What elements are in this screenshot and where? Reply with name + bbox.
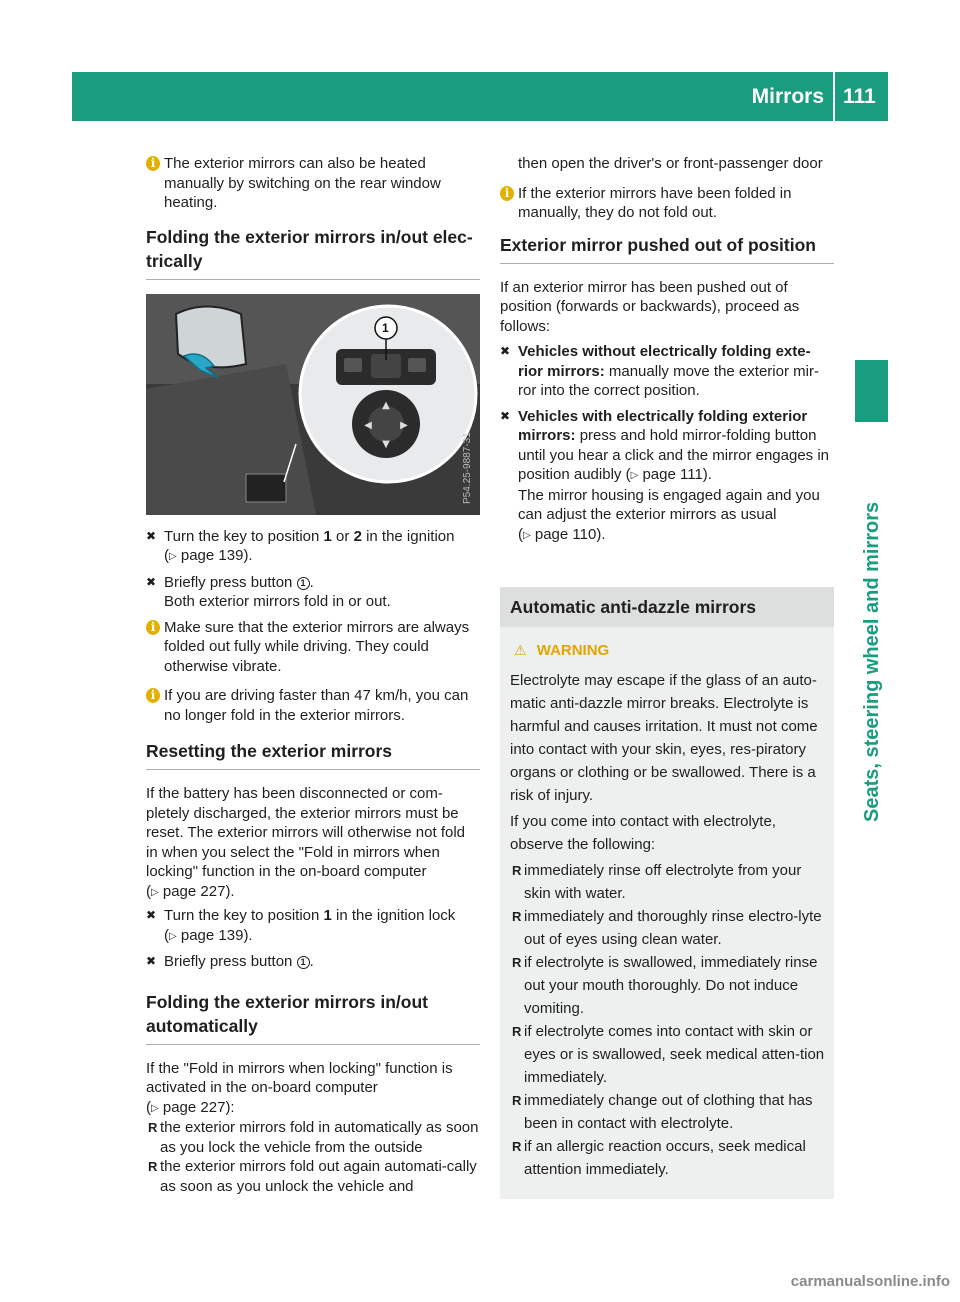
list-item-text: if electrolyte is swallowed, immediately rinse out your mouth thoroughly. Do not induce vomiting. [524,953,818,1017]
list-item-text: immediately change out of clothing that has been in contact with electrolyte. [524,1091,813,1132]
page-reference[interactable]: page 227). [162,882,235,900]
step-text: Turn the key to position [164,527,324,545]
list-item-text: the exterior mirrors fold in automatically as soon as you lock the vehicle from the outside [160,1119,479,1156]
page-ref-icon: ▷ [169,930,177,942]
paragraph: If the battery has been disconnected or com-pletely discharged, the exterior mirrors must be reset. The exterior mirrors will otherwise not fold in when you select the "Fold in mirrors when locking" function in the on-board computer [146,785,465,880]
step-arrow-icon: ✖ [146,574,157,589]
info-icon: i [146,620,160,635]
step-item [500,342,834,401]
box-heading: Automatic anti-dazzle mirrors [500,587,834,627]
paragraph: If an exterior mirror has been pushed out of position (forwards or backwards), proceed as follows: [500,278,800,335]
door-panel-illustration [146,294,480,515]
section-heading: Exterior mirror pushed out of position [500,233,834,264]
warning-box [500,587,834,1199]
list-item-text: immediately rinse off electrolyte from your skin with water. [524,861,802,902]
callout-number: 1 [297,956,310,969]
list-item [146,1157,480,1196]
step-text: Briefly press button [164,573,297,591]
page-reference[interactable]: page 139). [180,926,253,944]
bullet-icon: R [512,954,522,970]
info-text: The exterior mirrors can also be heated manually by switching on the rear window heating. [164,155,441,211]
warning-text: If you come into contact with electrolyte, observe the following: [510,812,776,853]
step-text: press and hold mirror-folding button until you hear a click and the mirror engages in position audibly ( [518,427,830,483]
page-ref-icon: ▷ [169,551,177,562]
step-text: . [309,573,314,591]
list-item [510,859,828,905]
info-note [146,154,480,213]
page-reference[interactable]: page 139). [180,547,253,564]
info-note [146,618,480,677]
list-item [510,951,828,1020]
mirror-switch-figure [146,294,480,515]
list-item-text: immediately and thoroughly rinse electro-lyte out of eyes using clean water. [524,907,822,948]
page-ref-icon: ▷ [630,470,639,481]
list-item-text: if an allergic reaction occurs, seek medical attention immediately. [524,1137,806,1178]
step-item [146,952,480,972]
paragraph: If the "Fold in mirrors when locking" function is activated in the on-board computer [146,1059,453,1096]
chapter-tab [855,360,888,422]
page-reference[interactable]: page 111). [642,466,712,483]
bullet-icon: R [512,1092,522,1108]
step-number: 1 [323,907,332,924]
page-ref-icon: ▷ [523,529,531,541]
svg-text:▶: ▶ [400,419,408,431]
warning-triangle-icon: ⚠ [514,642,527,658]
step-item [146,573,480,612]
step-text: manually move the exterior mir-ror into the correct position. [518,362,819,399]
step-arrow-icon: ✖ [146,954,157,968]
warning-heading [500,641,834,661]
step-item: ✖ Vehicles with electrically folding exterior mirrors: press and hold mirror-folding button until you hear a click and the mirror engages in position audibly (▷ page 111). The mirror housing is engaged again and you can adjust the exterior mirrors as usual (▷ page 110). [500,407,830,543]
step-item: ✖ Turn the key to position 1 or 2 in the ignition (▷ page 139). [146,527,455,564]
step-text: or [331,527,354,545]
info-icon: i [146,688,160,703]
paragraph: then open the driver's or front-passenger door [518,155,823,172]
step-arrow-icon: ✖ [500,408,511,423]
warning-label: WARNING [536,642,610,659]
list-item [510,1020,828,1089]
info-text: If you are driving faster than 47 km/h, you can no longer fold in the exterior mirrors. [164,687,469,724]
step-text: Briefly press button [164,953,297,970]
list-item [146,1118,480,1157]
list-item-text: if electrolyte comes into contact with skin or eyes or is swallowed, seek medical atten-tion immediately. [524,1022,825,1086]
page-ref-icon: ▷ [151,1102,159,1114]
info-text: If the exterior mirrors have been folded in manually, they do not fold out. [518,184,792,221]
left-column: i The exterior mirrors can also be heated manually by switching on the rear window heating. Folding the exterior mirrors in/out elec-trically ▲ ▼ ◀ ▶ 1 P54.25-9887-31 ✖ Turn the key to position 1 or 2 in the ignition (▷ page 139). ✖ Briefly press button 1 . Both exterior mirrors fold in or out. i Make sure that the exterior mirrors are always folded out fully while driving. They could otherwise vibrate. i If you are driving faster than 47 km/h, you can no longer fold in the exterior mirrors. Resetting the exterior mirrors If the battery has been disconnected or com-pletely discharged, the exterior mirrors must be reset. The exterior mirrors will otherwise not fold in when you select the "Fold in mirrors when locking" function in the on-board computer (▷ page 227). ✖ Turn the key to position 1 in the ignition lock (▷ page 139). ✖ Briefly press button 1 . Folding the exterior mirrors in/out automatically If the "Fold in mirrors when locking" function is activated in the on-board computer (▷ page 227): R the exterior mirrors fold in automatically as soon as you lock the vehicle from the outside R the exterior mirrors fold out again automati-cally as soon as you unlock the vehicle and [146,155,479,1195]
step-number: 1 [323,527,332,545]
step-text: in the ignition lock [331,907,456,924]
step-arrow-icon: ✖ [146,908,157,922]
step-text: . [309,953,314,970]
warning-body [500,669,834,1199]
bullet-icon: R [512,908,522,924]
section-heading: Folding the exterior mirrors in/out elec-trically [146,225,480,280]
step-arrow-icon: ✖ [500,344,511,358]
page-ref-icon: ▷ [151,886,159,898]
section-heading: Resetting the exterior mirrors [146,739,480,770]
list-item [510,905,828,951]
step-text: The mirror housing is engaged again and you can adjust the exterior mirrors as usual [518,486,820,523]
bullet-icon: R [148,1159,158,1174]
info-icon: i [500,186,514,201]
figure-code: P54.25-9887-31 [462,431,473,504]
svg-text:◀: ◀ [364,419,372,431]
figure-callout: 1 [382,320,389,335]
section-heading: Folding the exterior mirrors in/out automatically [146,990,480,1045]
bullet-icon: R [148,1120,158,1135]
page-reference[interactable]: page 227): [162,1098,235,1116]
callout-number: 1 [297,577,310,590]
page-title: Mirrors [751,85,824,108]
svg-text:▼: ▼ [382,438,390,450]
step-text: in the ignition [361,527,455,545]
page-reference[interactable]: page 110). [534,525,606,543]
step-text: Turn the key to position [164,907,324,924]
step-label: Vehicles with electrically folding exterior mirrors: [518,407,808,444]
right-column [500,154,834,1199]
chapter-label: Seats, steering wheel and mirrors [861,501,883,822]
list-item [510,1135,828,1181]
list-item [510,1089,828,1135]
page-number: 111 [843,85,876,108]
watermark: carmanualsonline.info [790,1273,950,1290]
header-divider [833,72,835,121]
info-note [500,184,834,223]
svg-text:▲: ▲ [382,399,390,411]
list-item-text: the exterior mirrors fold out again automati-cally as soon as you unlock the vehicle and [160,1158,477,1195]
info-icon: i [146,156,160,171]
warning-text: Electrolyte may escape if the glass of an auto-matic anti-dazzle mirror breaks. Electrolyte is harmful and causes irritation. It must not come into contact with your skin, eyes, res-piratory organs or clothing or be swallowed. There is a risk of injury. [510,671,818,804]
step-item: ✖ Turn the key to position 1 in the ignition lock (▷ page 139). [146,907,456,944]
bullet-icon: R [512,862,522,878]
info-note [146,686,480,725]
info-text: Make sure that the exterior mirrors are always folded out fully while driving. They could otherwise vibrate. [164,618,470,675]
step-arrow-icon: ✖ [146,528,157,543]
bullet-icon: R [512,1138,522,1154]
bullet-icon: R [512,1023,522,1039]
step-number: 2 [353,527,362,545]
step-label: Vehicles without electrically folding exte-rior mirrors: [518,343,811,380]
step-text: Both exterior mirrors fold in or out. [164,593,391,610]
